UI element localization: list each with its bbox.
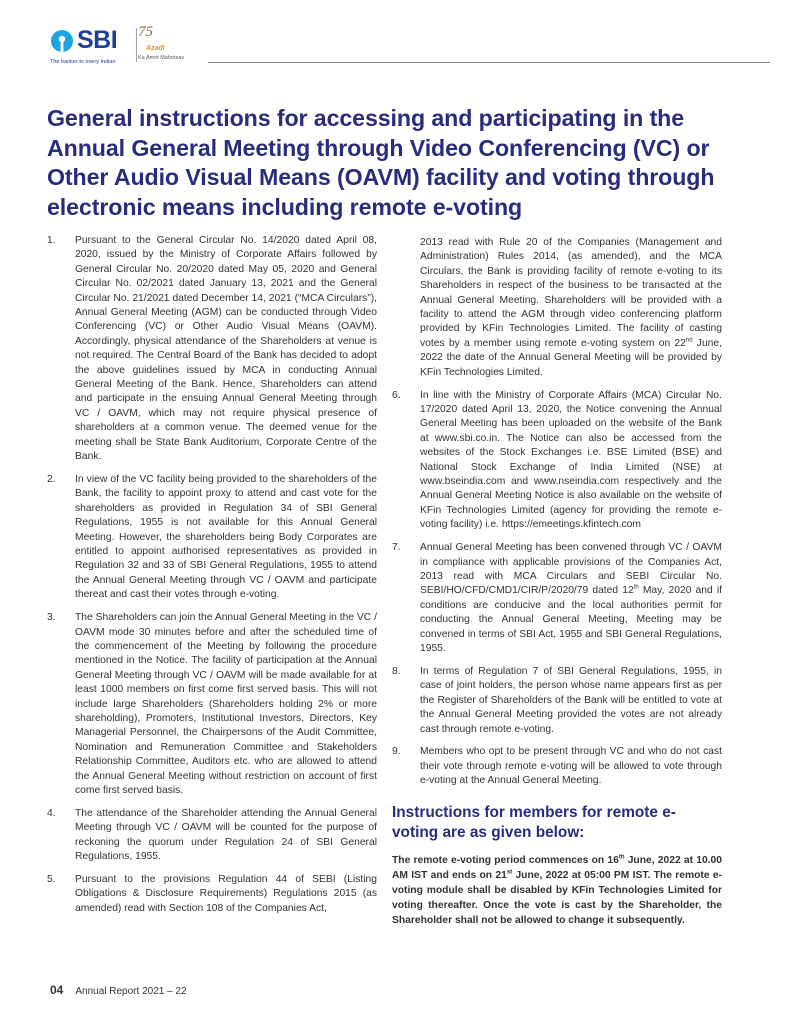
item-number: 9. [392, 746, 401, 758]
list-item [47, 611, 377, 798]
list-item [392, 745, 722, 788]
item-number: 2. [47, 474, 56, 485]
header-rule [208, 62, 770, 63]
superscript: th [633, 584, 639, 591]
item-text: May, 2020 and if conditions are conducive and the local authorities permit for conducting the Annual General Meeting, Meeting may be convened in terms of SBI Act, 1955 and SBI General Regulations, 1955. [420, 585, 722, 654]
item-text: In view of the VC facility being provided to the shareholders of the Bank, the facility to appoint proxy to attend and cast vote for the shareholders as provided in Regulation 34 of SBI General Regulations, 1955 is not available for this Annual General Meeting. However, the shareholders being Body Corporates are entitled to appoint authorised representatives as provided in Regulation 32 and 33 of SBI General Regulations, 1955 to attend the Annual General Meeting through VC / OAVM and participate thereat and cast their votes through e-voting. [75, 474, 377, 601]
list-item [47, 807, 377, 865]
page-number: 04 [50, 983, 64, 997]
azadi-number: 75 [138, 24, 153, 40]
item-number: 4. [47, 807, 56, 819]
item-text: The attendance of the Shareholder attending the Annual General Meeting through VC / OAVM will be counted for the purpose of reckoning the quorum under Regulation 24 of SBI General Regulations, 1955. [75, 807, 377, 863]
superscript: nd [685, 337, 693, 344]
page-title: General instructions for accessing and participating in the Annual General Meeting through Video Conferencing (VC) or Other Audio Visual Means (OAVM) facility and voting through electronic means including remote e-voting [47, 105, 715, 220]
list-item [47, 473, 377, 603]
brand-tagline: The banker to every Indian [50, 59, 116, 65]
item-text: Members who opt to be present through VC and who do not cast their vote through remote e-voting will be allowed to vote through e-voting at the Annual General Meeting. [420, 746, 722, 787]
list-item-continued [392, 236, 722, 380]
item-text: Pursuant to the provisions Regulation 44 of SEBI (Listing Obligations & Disclosure Requirements) Regulations 2015 (as amended) read with Section 108 of the Companies Act, [75, 874, 377, 914]
brand-name: SBI [77, 26, 118, 54]
header-divider [136, 28, 137, 62]
item-number: 7. [392, 542, 401, 554]
page-footer [50, 983, 187, 997]
list-item [47, 873, 377, 916]
sbi-logo-icon [50, 29, 74, 53]
remote-evoting-paragraph [392, 853, 722, 928]
list-item [47, 234, 377, 465]
item-text: Annual General Meeting has been convened through VC / OAVM in compliance with applicable provisions of the Companies Act, 2013 read with MCA Circulars and SEBI Circular No. SEBI/HO/CFD/CMD1/CIR/P/2020/79 dated 12 [420, 542, 722, 597]
para-text: The remote e-voting period commences on 16 [392, 854, 619, 866]
item-text: Pursuant to the General Circular No. 14/2020 dated April 08, 2020, issued by the Ministry of Corporate Affairs followed by General Circular No. 20/2020 dated May 05, 2020 and General Circular No. 02/2021 dated January 13, 2021 and the General Circular No. 21/2021 dated December 14, 2021 (“MCA Circulars”), Annual General Meeting (AGM) can be conducted through Video Conferencing (VC) or Other Audio Visual Means (OAVM). Accordingly, physical attendance of the Shareholders at venue is not required. The Central Board of the Bank has decided to adopt the above guidelines issued by MCA in conducting Annual General Meeting of the Bank. Hence, Shareholders can attend and participate in the ensuing Annual General Meeting through VC / OAVM, which may not require physical presence of shareholders at a common venue. The deemed venue for the meeting shall be State Bank Auditorium, Corporate Centre of the Bank. [75, 235, 377, 463]
azadi-subtitle: Ka Amrit Mahotsav [138, 55, 185, 61]
remote-evoting-heading: Instructions for members for remote e-voting are as given below: [392, 803, 676, 841]
item-number: 1. [47, 235, 56, 246]
superscript: th [618, 854, 625, 861]
left-column [47, 234, 377, 925]
right-column [392, 236, 722, 928]
item-number: 5. [47, 874, 56, 886]
azadi-title: Azadi [146, 45, 165, 52]
page-header [50, 22, 730, 68]
item-number: 8. [392, 665, 401, 677]
item-text: In terms of Regulation 7 of SBI General Regulations, 1955, in case of joint holders, the person whose name appears first as per the Register of Shareholders of the Bank will be entitled to vote at the Annual General Meeting provided the votes are not already cast through remote e-voting. [420, 665, 722, 735]
item-text: 2013 read with Rule 20 of the Companies (Management and Administration) Rules 2014, (as amended), and the MCA Circulars, the Bank is providing facility of remote e-voting to its Shareholders in respect of the business to be transacted at the Annual General Meeting. Shareholders will be provided with a facility to attend the AGM through video conferencing platform provided by KFin Technologies Limited. The facility of casting votes by a member using remote e-voting system on 22 [420, 237, 722, 349]
item-number: 6. [392, 389, 401, 401]
list-item [392, 389, 722, 533]
item-number: 3. [47, 612, 56, 624]
para-text: June, 2022 at 05:00 PM IST. The remote e-voting module shall be disabled by KFin Technologies Limited for voting thereafter. Once the vote is cast by the Shareholder, the Shareholder shall not be allowed to change it subsequently. [392, 869, 722, 926]
report-title: Annual Report 2021 – 22 [75, 986, 187, 997]
azadi-logo [138, 26, 198, 66]
superscript: st [506, 869, 513, 876]
list-item [392, 665, 722, 737]
item-text: In line with the Ministry of Corporate Affairs (MCA) Circular No. 17/2020 dated April 13, 2020, the Notice convening the Annual General Meeting has been uploaded on the website of the Bank at www.sbi.co.in. The Notice can also be accessed from the websites of the Stock Exchanges i.e. BSE Limited (BSE) and National Stock Exchange of India Limited (NSE) at www.bseindia.com and www.nseindia.com respectively and the Annual General Meeting Notice is also available on the website of KFin Technologies Limited (agency for providing the remote e-voting facility) i.e. https://emeetings.kfintech.com [420, 389, 722, 531]
item-text: The Shareholders can join the Annual General Meeting in the VC / OAVM mode 30 minutes before and after the scheduled time of the commencement of the Meeting by following the procedure mentioned in the Notice. The facility of participation at the Annual General Meeting through VC / OAVM will be made available for at least 1000 members on first come first served basis. This will not include large Shareholders (Shareholders holding 2% or more shareholding), Promoters, Institutional Investors, Directors, Key Managerial Personnel, the Chairpersons of the Audit Committee, Nomination and Remuneration Committee and Stakeholders Relationship Committee, Auditors etc. who are allowed to attend the Annual General Meeting without restriction on account of first come first served basis. [75, 612, 377, 797]
para-text: June, 2022 at 10.00 AM IST and ends on 21 [392, 854, 722, 881]
list-item [392, 541, 722, 656]
item-text: June, 2022 the date of the Annual General Meeting will be provided by KFin Technologies Limited. [420, 337, 722, 378]
